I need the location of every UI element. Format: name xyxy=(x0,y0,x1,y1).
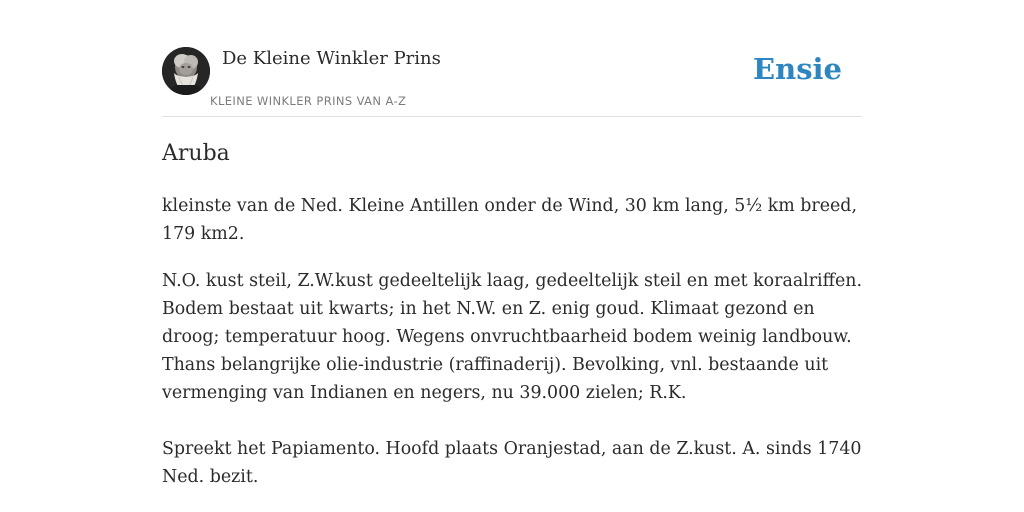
article-paragraph: kleinste van de Ned. Kleine Antillen onder de Wind, 30 km lang, 5½ km breed, 179 km2. xyxy=(162,196,857,244)
author-name[interactable]: De Kleine Winkler Prins xyxy=(222,48,441,69)
ensie-logo[interactable]: Ensie xyxy=(753,52,842,86)
bearded-man-portrait-icon xyxy=(162,47,210,95)
article-paragraph: N.O. kust steil, Z.W.kust gedeeltelijk laag, gedeeltelijk steil en met koraalriffen. Bodem bestaat uit kwarts; in het N.W. en Z. enig goud. Klimaat gezond en droog; temperatuur hoog. Wegens onvruchtbaarheid bodem weinig landbouw. Thans belangrijke olie-industrie (raffinaderij). Bevolking, vnl. bestaande uit vermenging van Indianen en negers, nu 39.000 zielen; R.K. Spreekt het Papiamento. Hoofd plaats Oranjestad, aan de Z.kust. A. sinds 1740 Ned. bezit. xyxy=(162,271,862,487)
article-body xyxy=(162,192,862,510)
author-avatar[interactable] xyxy=(162,47,210,95)
article-title: Aruba xyxy=(162,141,230,166)
article-header xyxy=(162,44,862,117)
collection-name[interactable]: KLEINE WINKLER PRINS VAN A-Z xyxy=(210,94,407,108)
article-page xyxy=(162,0,862,512)
